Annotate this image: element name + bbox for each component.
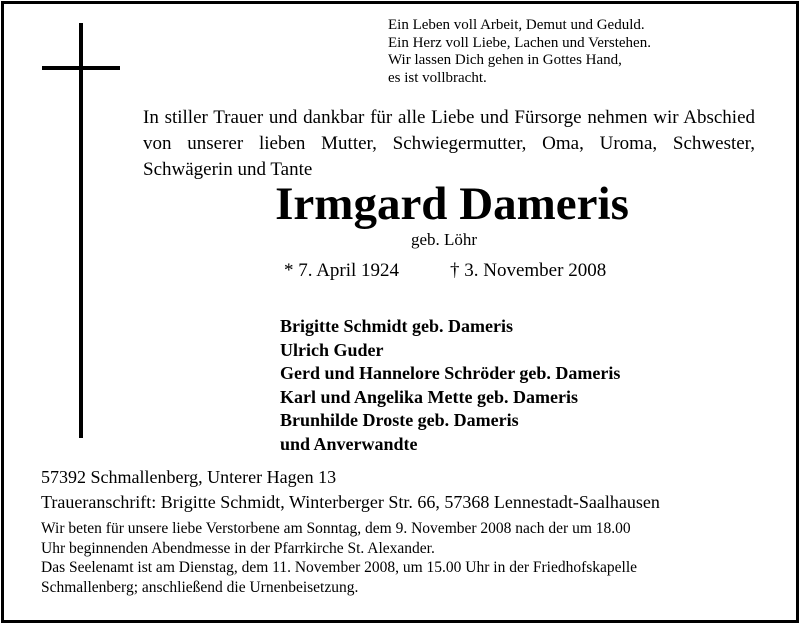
address-block (41, 465, 660, 514)
notice-line: Wir beten für unsere liebe Verstorbene am Sonntag, dem 9. November 2008 nach der um 18.00 (41, 520, 631, 537)
mourner: Brunhilde Droste geb. Dameris (280, 410, 519, 430)
service-notice (41, 519, 637, 597)
notice-line: Schmallenberg; anschließend die Urnenbeisetzung. (41, 578, 359, 596)
poem-line: es ist vollbracht. (388, 69, 487, 86)
mourner: Ulrich Guder (280, 339, 384, 360)
mourner: Karl und Angelika Mette geb. Dameris (280, 386, 578, 407)
poem (388, 17, 651, 87)
mourner: Gerd und Hannelore Schröder geb. Dameris (280, 363, 621, 383)
poem-line: Ein Herz voll Liebe, Lachen und Verstehen. (388, 34, 651, 51)
cross-horizontal-bar (42, 66, 120, 70)
mourner: und Anverwandte (280, 433, 418, 454)
intro-text: In stiller Trauer und dankbar für alle Liebe und Fürsorge nehmen wir Abschied von unserer lieben Mutter, Schwiegermutter, Oma, Uroma, Schwester, Schwägerin und Tante (143, 107, 755, 180)
notice-line: Das Seelenamt ist am Dienstag, dem 11. November 2008, um 15.00 Uhr in der Friedhofskapelle (41, 559, 638, 576)
mourning-address: Traueranschrift: Brigitte Schmidt, Winterberger Str. 66, 57368 Lennestadt-Saalhausen (41, 491, 660, 512)
mourners-list (280, 315, 620, 456)
maiden-name: geb. Löhr (411, 230, 478, 249)
poem-line: Ein Leben voll Arbeit, Demut und Geduld. (388, 17, 645, 33)
poem-line: Wir lassen Dich gehen in Gottes Hand, (388, 52, 622, 68)
birth-date: * 7. April 1924 (284, 260, 400, 281)
mourner: Brigitte Schmidt geb. Dameris (280, 316, 513, 336)
deceased-name: Irmgard Dameris (275, 178, 629, 230)
home-address: 57392 Schmallenberg, Unterer Hagen 13 (41, 467, 337, 487)
notice-line: Uhr beginnenden Abendmesse in der Pfarrkirche St. Alexander. (41, 539, 435, 557)
death-date: † 3. November 2008 (450, 260, 607, 281)
